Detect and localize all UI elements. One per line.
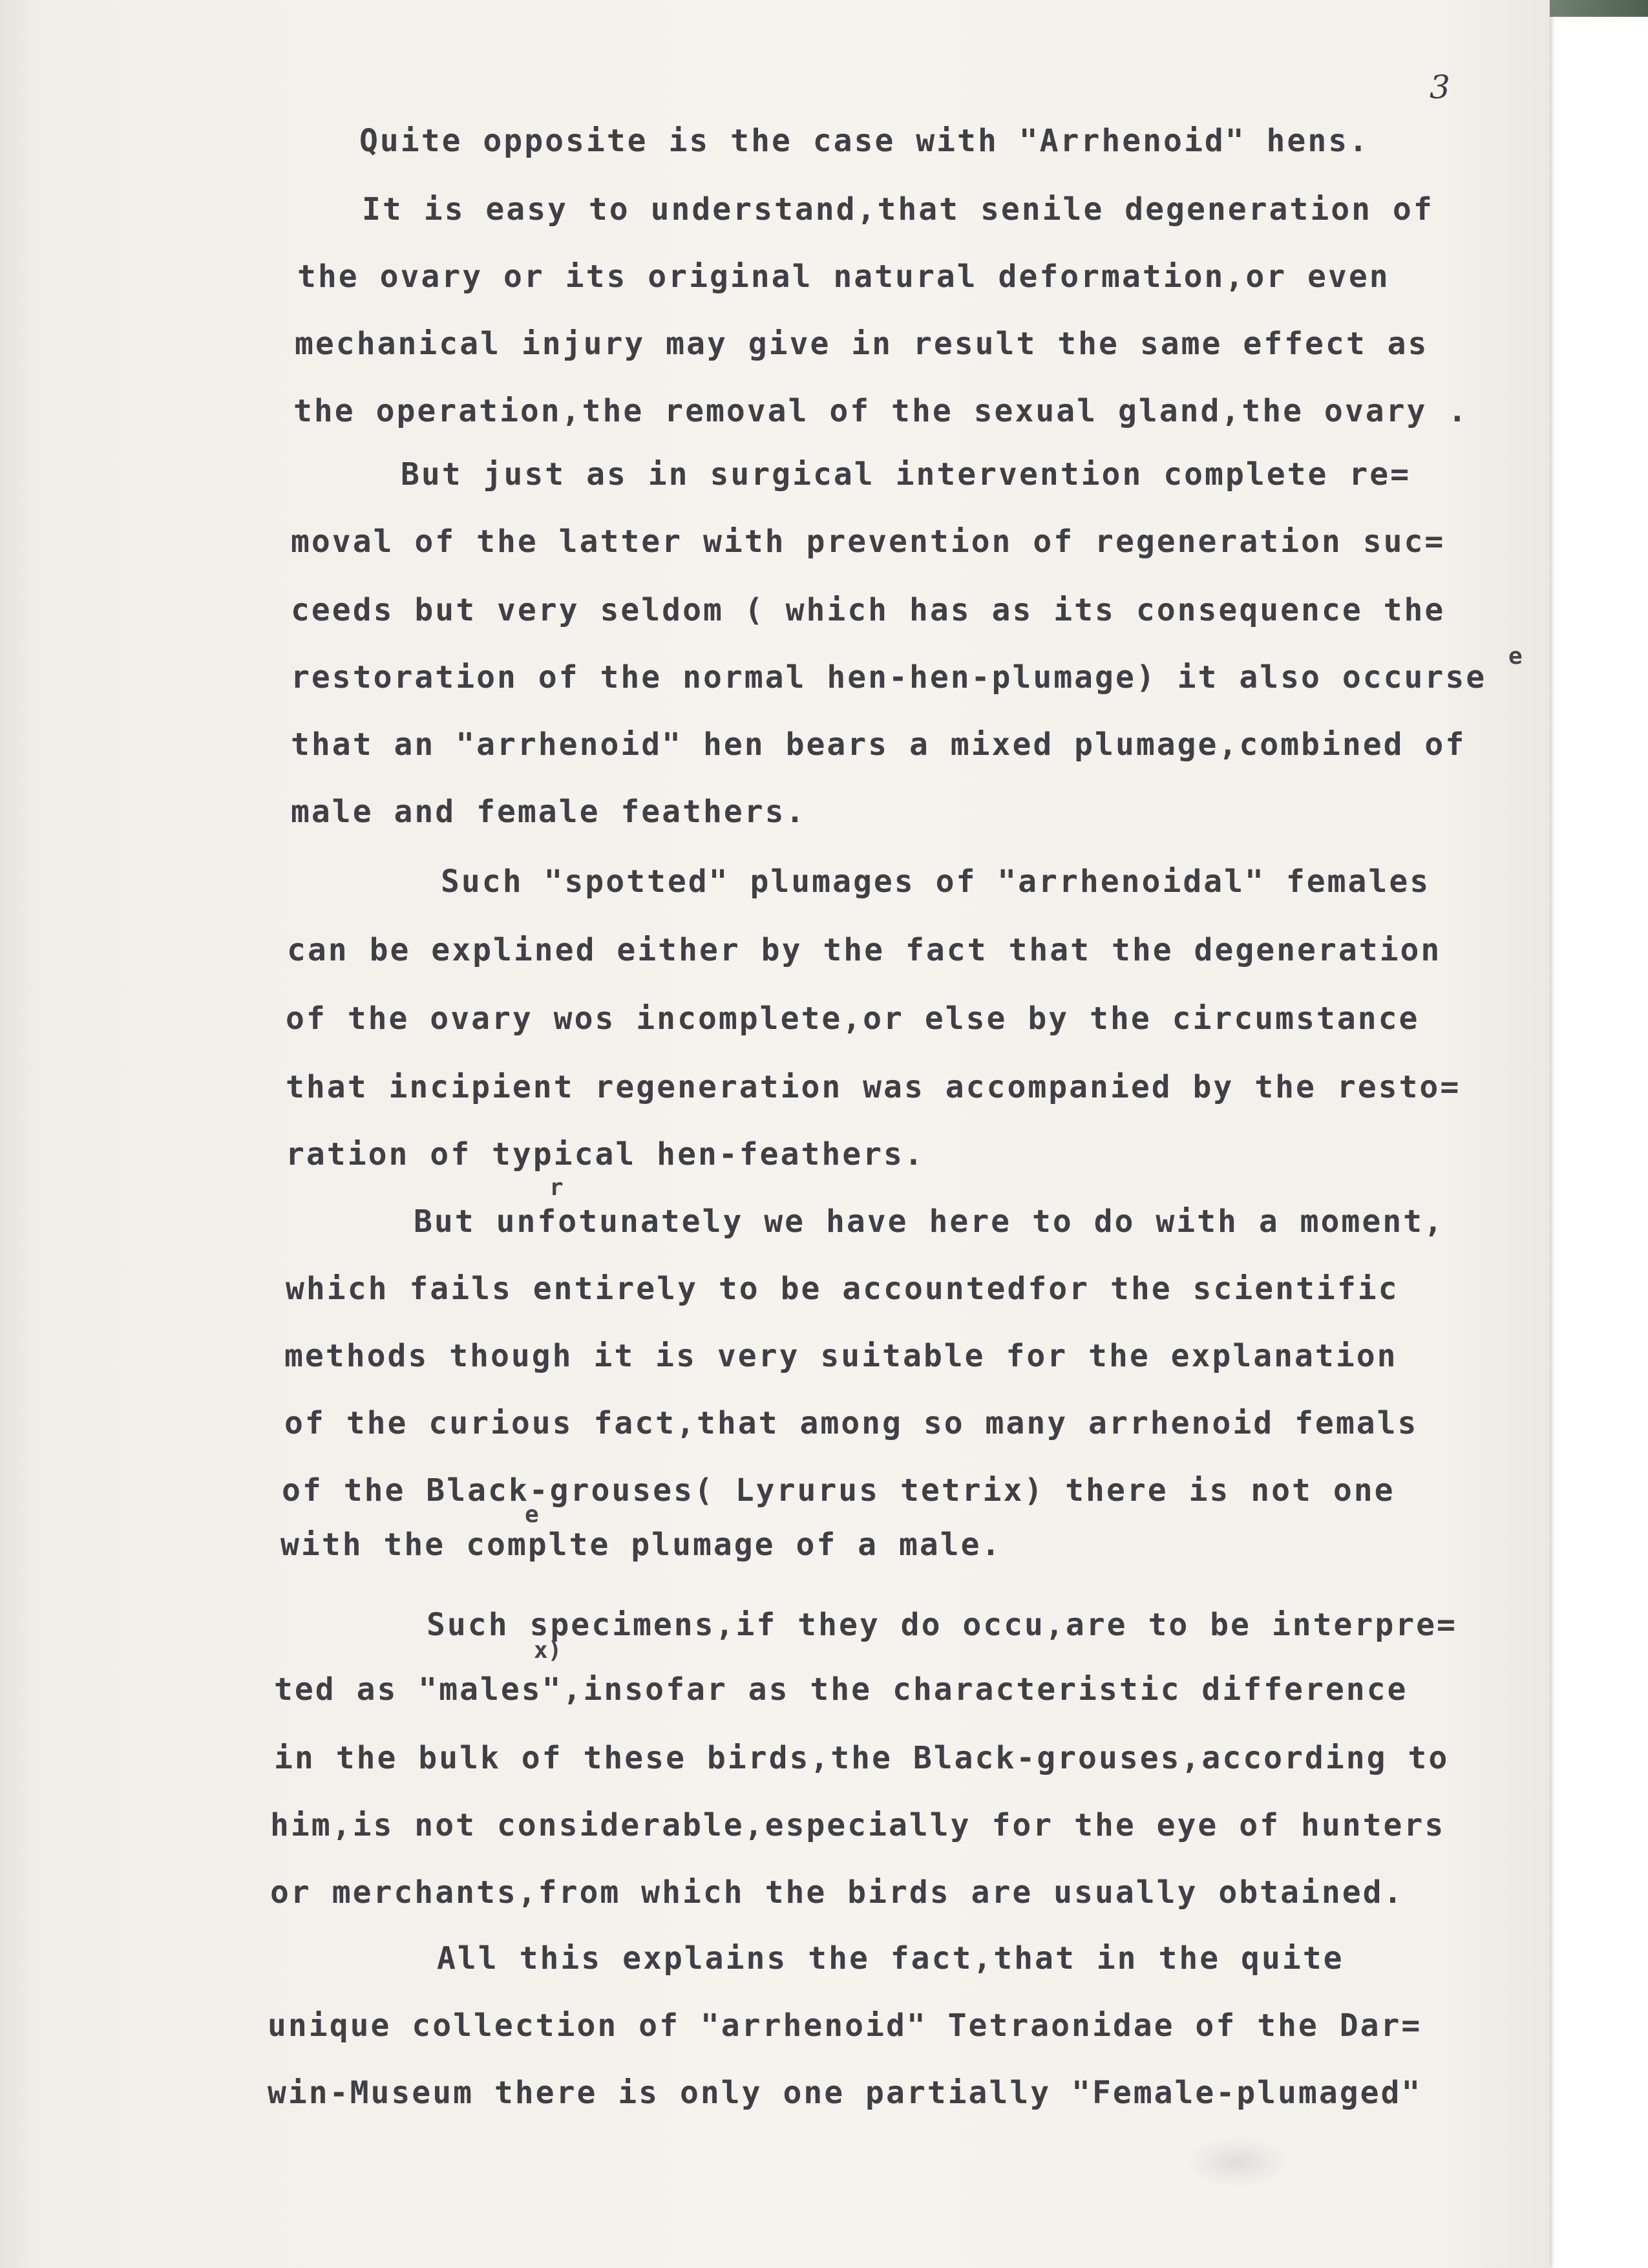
text-line-14: of the ovary wos incomplete,or else by the circumstance bbox=[286, 1001, 1420, 1037]
text-line-7: moval of the latter with prevention of regeneration suc= bbox=[291, 524, 1446, 560]
text-line-12: Such "spotted" plumages of "arrhenoidal" females bbox=[441, 864, 1431, 900]
footnote-mark: x) bbox=[534, 1637, 562, 1664]
text-line-27: or merchants,from which the birds are usually obtained. bbox=[270, 1874, 1404, 1911]
text-line-18: which fails entirely to be accountedfor the scientific bbox=[286, 1271, 1399, 1307]
text-line-17: But unfotunately we have here to do with a moment, bbox=[414, 1203, 1444, 1240]
text-line-23: Such specimens,if they do occu,are to be interpre= bbox=[427, 1607, 1457, 1643]
text-line-15: that incipient regeneration was accompanied by the resto= bbox=[286, 1069, 1461, 1105]
page-number: 3 bbox=[1430, 69, 1450, 106]
text-line-1: Quite opposite is the case with "Arrhenoid" hens. bbox=[359, 123, 1370, 159]
text-line-13: can be explined either by the fact that the degeneration bbox=[287, 932, 1442, 968]
text-line-5: the operation,the removal of the sexual gland,the ovary . bbox=[293, 393, 1469, 429]
text-line-19: methods though it is very suitable for the explanation bbox=[284, 1338, 1398, 1374]
text-line-25: in the bulk of these birds,the Black-grouses,according to bbox=[274, 1740, 1450, 1776]
text-line-4: mechanical injury may give in result the same effect as bbox=[295, 326, 1429, 362]
handwritten-insertion-r: r bbox=[549, 1174, 564, 1201]
text-line-2: It is easy to understand,that senile degeneration of bbox=[362, 191, 1434, 228]
text-line-28: All this explains the fact,that in the quite bbox=[437, 1940, 1344, 1977]
text-line-26: him,is not considerable,especially for the eye of hunters bbox=[270, 1807, 1446, 1843]
text-line-29: unique collection of "arrhenoid" Tetraonidae of the Dar= bbox=[268, 2008, 1422, 2044]
text-line-11: male and female feathers. bbox=[291, 794, 807, 830]
handwritten-insertion-e2: e bbox=[525, 1501, 539, 1528]
text-line-22: with the complte plumage of a male. bbox=[280, 1527, 1002, 1563]
text-line-30: win-Museum there is only one partially "Female-plumaged" bbox=[268, 2075, 1422, 2111]
text-line-6: But just as in surgical intervention complete re= bbox=[401, 456, 1411, 493]
handwritten-insertion-e: e bbox=[1508, 643, 1523, 670]
text-line-24: ted as "males",insofar as the characteristic difference bbox=[274, 1671, 1408, 1708]
paper-smudge bbox=[1186, 2136, 1289, 2188]
text-line-10: that an "arrhenoid" hen bears a mixed plumage,combined of bbox=[291, 726, 1466, 763]
text-line-8: ceeds but very seldom ( which has as its consequence the bbox=[291, 592, 1446, 628]
text-line-16: ration of typical hen-feathers. bbox=[286, 1136, 925, 1172]
text-line-21: of the Black-grouses( Lyrurus tetrix) there is not one bbox=[282, 1472, 1395, 1509]
text-line-20: of the curious fact,that among so many arrhenoid femals bbox=[284, 1405, 1419, 1441]
text-line-3: the ovary or its original natural deformation,or even bbox=[297, 259, 1390, 295]
text-line-9: restoration of the normal hen-hen-plumage) it also occurse bbox=[291, 659, 1487, 695]
